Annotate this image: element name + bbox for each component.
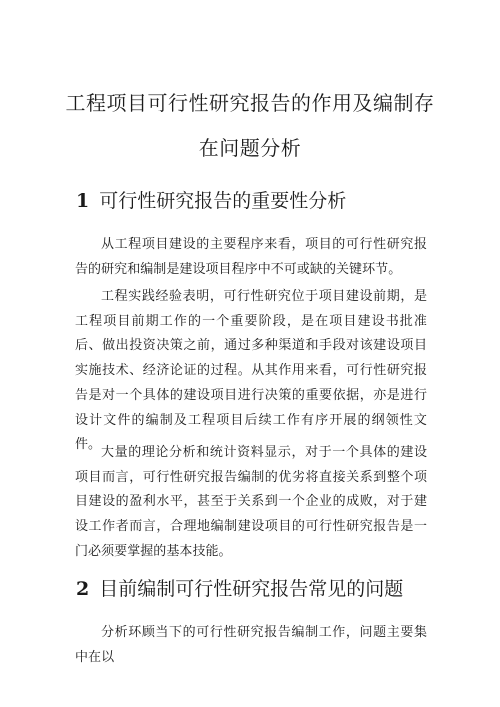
document-title-line-1: 工程项目可行性研究报告的作用及编制存 bbox=[65, 91, 435, 115]
section-heading-2 bbox=[76, 576, 403, 602]
section-number-1: 1 bbox=[76, 190, 90, 212]
section-1-paragraph-1: 从工程项目建设的主要程序来看，项目的可行性研究报告的研究和编制是建设项目程序中不可或缺的关键环节。 bbox=[75, 237, 427, 277]
document-title-line-2: 在问题分析 bbox=[198, 136, 302, 160]
section-1-paragraph-3: 大量的理论分析和统计资料显示，对于一个具体的建设项目而言，可行性研究报告编制的优劣将直接关系到整个项目建设的盈利水平，甚至于关系到一个企业的成败，对于建设工作者而言，合理地编制建设项目的可行性研究报告是一门必须要掌握的基本技能。 bbox=[75, 445, 427, 559]
section-heading-text-2: 目前编制可行性研究报告常见的问题 bbox=[99, 578, 404, 600]
section-heading-1 bbox=[76, 188, 346, 214]
section-1-paragraph-2: 工程实践经验表明，可行性研究位于项目建设前期，是工程项目前期工作的一个重要阶段，是在项目建设书批准后、做出投资决策之前，通过多种渠道和手段对该建设项目实施技术、经济论证的过程。从其作用来看，可行性研究报告是对一个具体的建设项目进行决策的重要依据，亦是进行设计文件的编制及工程项目后续工作有序开展的纲领性文件。 bbox=[75, 289, 427, 453]
section-number-2: 2 bbox=[76, 578, 90, 600]
section-2-paragraph-1: 分析环顾当下的可行性研究报告编制工作，问题主要集中在以 bbox=[75, 625, 427, 665]
section-heading-text-1: 可行性研究报告的重要性分析 bbox=[99, 190, 347, 212]
